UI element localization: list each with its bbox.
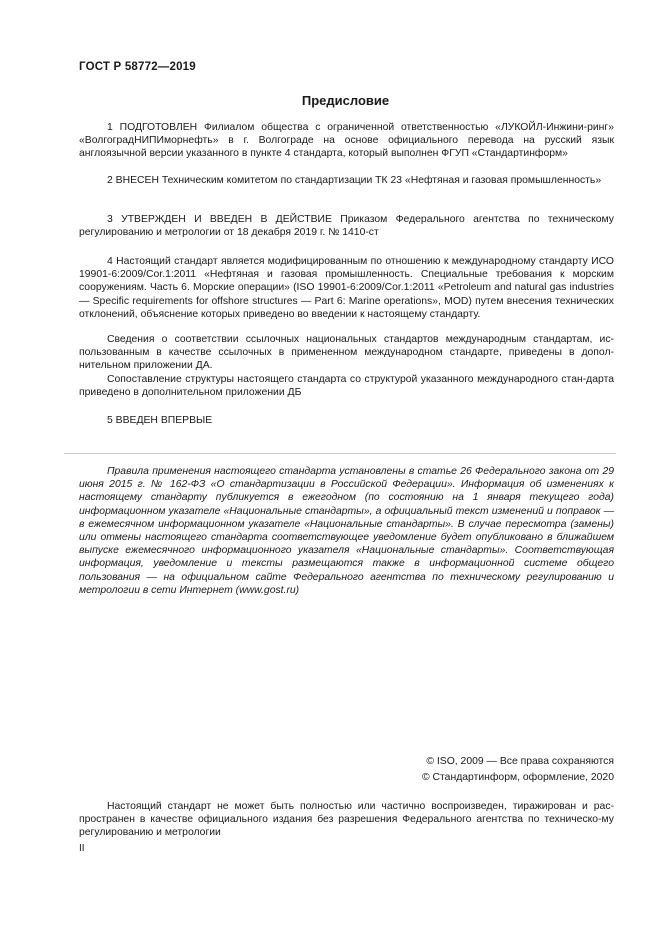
foreword-item-3: 3 УТВЕРЖДЕН И ВВЕДЕН В ДЕЙСТВИЕ Приказом Федерального агентства по техническому регулированию и метрологии от 18 декабря 2019 г. № 1410-ст: [79, 214, 614, 239]
foreword-item-2: 2 ВНЕСЕН Техническим комитетом по стандартизации ТК 23 «Нефтяная и газовая промышленность»: [107, 175, 602, 186]
notice-divider: [64, 453, 616, 454]
standard-code: ГОСТ Р 58772—2019: [79, 61, 196, 73]
copyright-iso: © ISO, 2009 — Все права сохраняются: [426, 756, 614, 767]
copyright-standartinform: © Стандартинформ, оформление, 2020: [421, 772, 614, 783]
page-title: Предисловие: [301, 93, 390, 108]
foreword-item-4: 4 Настоящий стандарт является модифицированным по отношению к международному стандарту ИСО 19901-6:2009/Cor.1:2011 «Нефтяная и газовая промышленность. Специальные требования к морским сооружениям. Часть 6. Морские операции» (ISO 19901-6:2009/Cor.1:2011 «Petroleum and natural gas industries — Specific requirements for offshore structures — Part 6: Marine operations», MOD) путем внесения технических отклонений, объяснение которых приведено во введении к настоящему стандарту.: [79, 256, 614, 320]
page-number: II: [79, 843, 85, 854]
foreword-item-5: 5 ВВЕДЕН ВПЕРВЫЕ: [107, 415, 213, 426]
reproduction-notice: Настоящий стандарт не может быть полностью или частично воспроизведен, тиражирован и рас-пространен в качестве официального издания без разрешения Федерального агентства по техническо-му регулированию и метрологии: [79, 801, 614, 839]
foreword-item-4-structure: Сопоставление структуры настоящего стандарта со структурой указанного международного стан-дарта приведено в дополнительном приложении ДБ: [79, 374, 614, 399]
foreword-item-4-references: Сведения о соответствии ссылочных национальных стандартов международным стандартам, ис-пользованным в качестве ссылочных в примененном международном стандарте, приведены в допол-нительном приложении ДА.: [79, 334, 614, 372]
foreword-item-1: 1 ПОДГОТОВЛЕН Филиалом общества с ограниченной ответственностью «ЛУКОЙЛ-Инжини-ринг» «ВолгоградНИПИморнефть» в г. Волгограде на основе официального перевода на русский язык англоязычной версии указанного в пункте 4 стандарта, который выполнен ФГУП «Стандартинформ»: [79, 122, 614, 160]
application-rules-notice: Правила применения настоящего стандарта установлены в статье 26 Федерального закона от 29 июня 2015 г. № 162-ФЗ «О стандартизации в Российской Федерации». Информация об изменениях к настоящему стандарту публикуется в ежегодном (по состоянию на 1 января текущего года) информационном указателе «Национальные стандарты», а официальный текст изменений и поправок — в ежемесячном информационном указателе «Национальные стандарты». В случае пересмотра (замены) или отмены настоящего стандарта соответствующее уведомление будет опубликовано в ближайшем выпуске ежемесячного информационного указателя «Национальные стандарты». Соответствующая информация, уведомление и тексты размещаются также в информационной системе общего пользования — на официальном сайте Федерального агентства по техническому регулированию и метрологии в сети Интернет (www.gost.ru): [79, 466, 614, 596]
